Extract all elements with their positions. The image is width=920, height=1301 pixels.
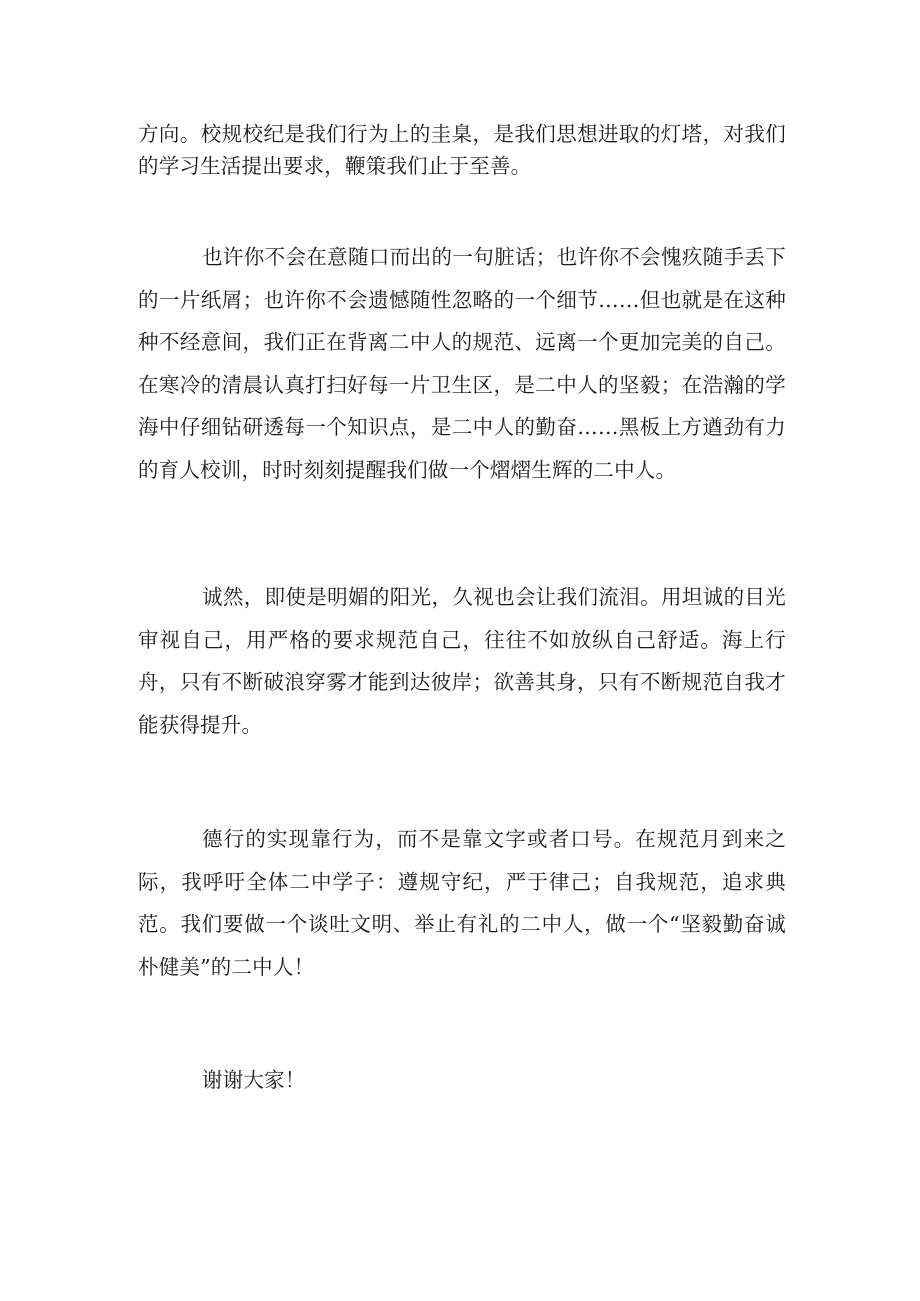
closing-thanks: 谢谢大家！ (202, 1068, 306, 1092)
paragraph-body: 诚然，即使是明媚的阳光，久视也会让我们流泪。用坦诚的目光审视自己，用严格的要求规范自己，往往不如放纵自己舒适。海上行舟，只有不断破浪穿雾才能到达彼岸；欲善其身，只有不断规范自我才能获得提升。 (138, 585, 786, 737)
paragraph-continuation: 方向。校规校纪是我们行为上的圭臬，是我们思想进取的灯塔，对我们的学习生活提出要求，鞭策我们止于至善。 (138, 122, 786, 178)
paragraph-body: 也许你不会在意随口而出的一句脏话；也许你不会愧疚随手丢下的一片纸屑；也许你不会遗憾随性忽略的一个细节……但也就是在这种种不经意间，我们正在背离二中人的规范、远离一个更加完美的自己。在寒冷的清晨认真打扫好每一片卫生区，是二中人的坚毅；在浩瀚的学海中仔细钻研透每一个知识点，是二中人的勤奋……黑板上方遒劲有力的育人校训，时时刻刻提醒我们做一个熠熠生辉的二中人。 (138, 245, 786, 482)
paragraph-body: 德行的实现靠行为，而不是靠文字或者口号。在规范月到来之际，我呼吁全体二中学子：遵规守纪，严于律己；自我规范，追求典范。我们要做一个谈吐文明、举止有礼的二中人，做一个“坚毅勤奋诚朴健美”的二中人！ (138, 827, 786, 979)
